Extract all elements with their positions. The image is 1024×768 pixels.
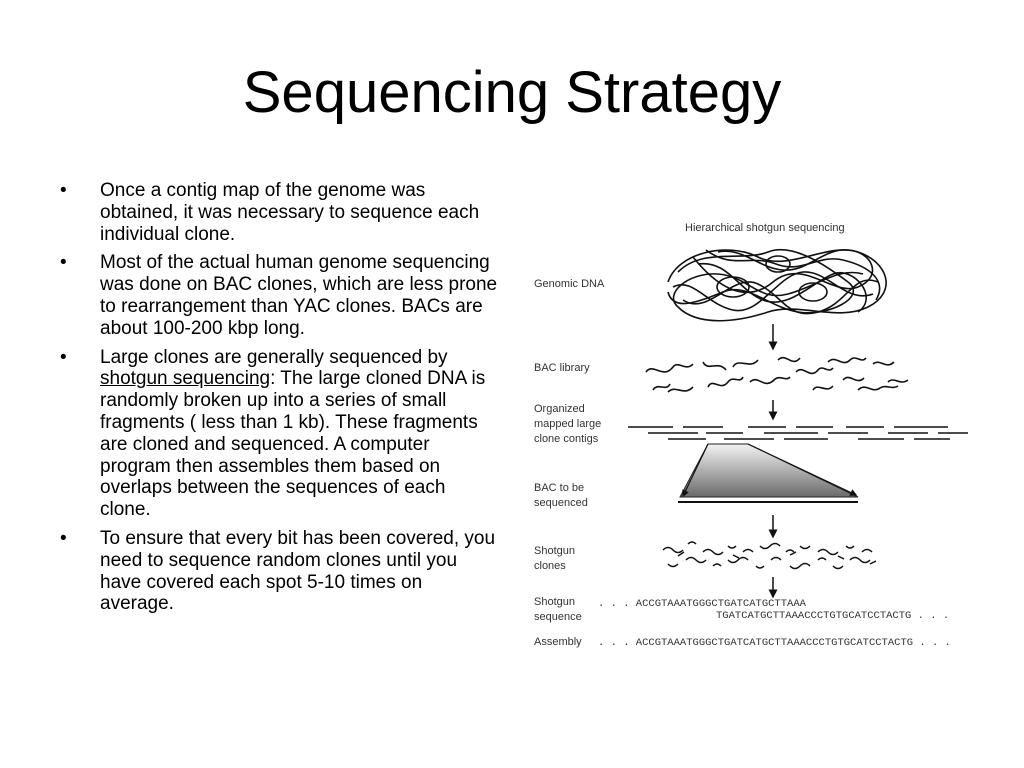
shotgun-read-1: . . . ACCGTAAATGGGCTGATCATGCTTAAA — [598, 598, 806, 610]
label-organized-line3: clone contigs — [534, 433, 599, 445]
bullet-item — [56, 347, 498, 521]
bullet-marker: • — [60, 346, 67, 368]
label-bac-to-be-sequenced-line2: sequenced — [534, 497, 588, 509]
bullet-text: Most of the actual human genome sequencing was done on BAC clones, which are less prone to rearrangement than YAC clones. BACs are about 100-200 kbp long. — [100, 252, 498, 339]
bac-library-fragments — [646, 358, 908, 392]
bullet-text: Once a contig map of the genome was obtained, it was necessary to sequence each individual clone. — [100, 180, 480, 245]
genomic-dna-tangle — [668, 250, 886, 321]
bullet-list — [56, 180, 498, 622]
slide-title: Sequencing Strategy — [242, 60, 782, 125]
bullet-text-pre: Large clones are generally sequenced by — [100, 346, 448, 368]
shotgun-clone-fragments — [663, 542, 876, 569]
shotgun-diagram-svg — [528, 212, 978, 660]
shotgun-sequencing-link[interactable]: shotgun sequencing — [100, 368, 271, 390]
figure-title: Hierarchical shotgun sequencing — [685, 222, 845, 234]
clone-contig-lines — [628, 427, 968, 439]
assembled-sequence: . . . ACCGTAAATGGGCTGATCATGCTTAAACCCTGTGCATCCTACTG . . . — [598, 637, 951, 649]
bullet-item — [56, 180, 498, 245]
bullet-item — [56, 528, 498, 615]
label-assembly: Assembly — [534, 636, 582, 648]
label-bac-library: BAC library — [534, 362, 590, 374]
label-organized-line1: Organized — [534, 403, 585, 415]
bac-expansion-fan — [680, 444, 858, 497]
label-shotgun-clones-line2: clones — [534, 560, 566, 572]
shotgun-read-2: TGATCATGCTTAAACCCTGTGCATCCTACTG . . . — [716, 610, 950, 622]
shotgun-diagram — [528, 212, 978, 660]
bullet-text: To ensure that every bit has been covered, you need to sequence random clones until you have covered each spot 5-10 times on average. — [100, 527, 496, 615]
bullet-marker: • — [60, 527, 67, 549]
label-bac-to-be-sequenced-line1: BAC to be — [534, 482, 585, 494]
bullet-item — [56, 252, 498, 339]
bullet-text-post: : The large cloned DNA is randomly broken up into a series of small fragments ( less than 1 kb). These fragments are cloned and sequenced. A computer program then assembles them based on overlaps between the sequences of each clone. — [100, 368, 486, 521]
bullet-marker: • — [60, 180, 67, 201]
label-shotgun-sequence-line2: sequence — [534, 611, 582, 623]
label-shotgun-clones-line1: Shotgun — [534, 545, 575, 557]
label-organized-line2: mapped large — [534, 418, 602, 430]
label-genomic-dna: Genomic DNA — [534, 278, 605, 290]
label-shotgun-sequence-line1: Shotgun — [534, 596, 575, 608]
bullet-marker: • — [60, 252, 67, 274]
